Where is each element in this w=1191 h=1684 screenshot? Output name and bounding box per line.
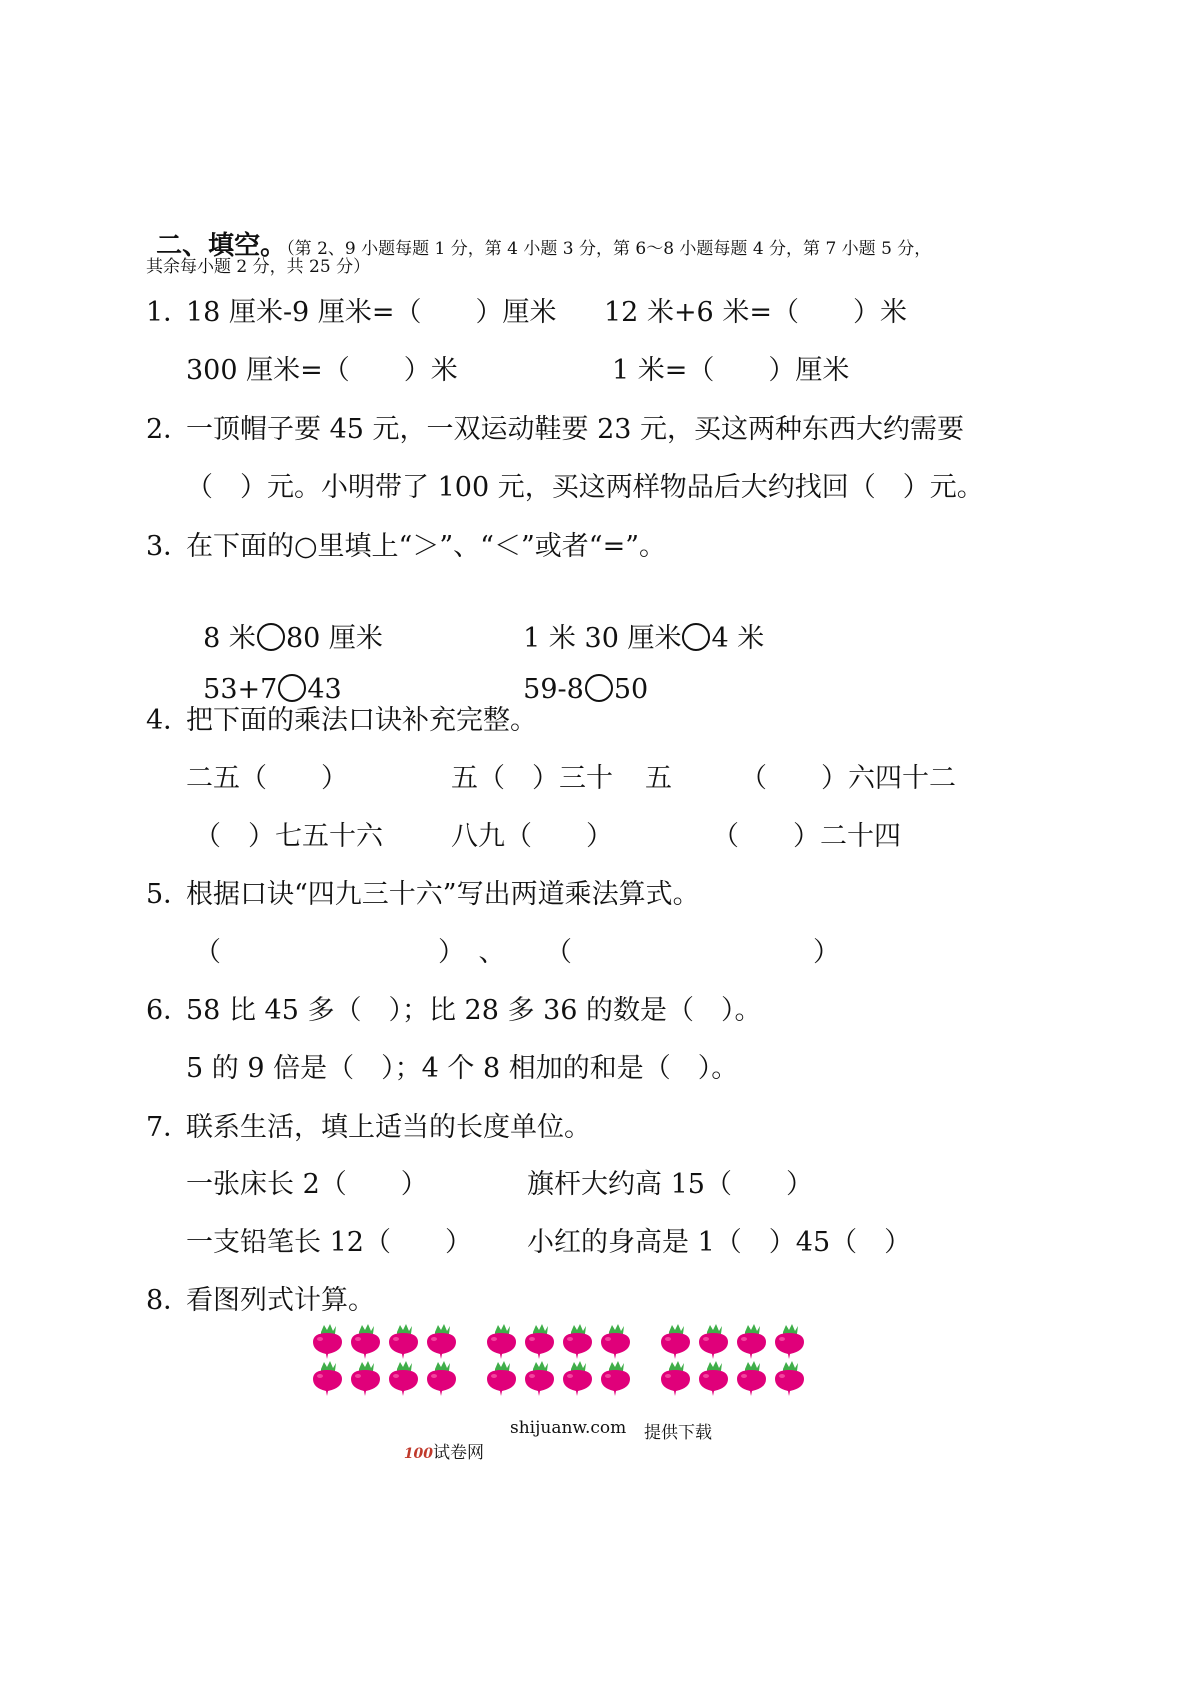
q4-r2a: （ ）七五十六 <box>194 821 383 852</box>
q7-number: 7． <box>146 1112 191 1143</box>
compare-circle[interactable] <box>585 674 613 702</box>
section-note-line1: （第 2、9 小题每题 1 分，第 4 小题 3 分，第 6～8 小题每题 4 分，第 7 小题 5 分， <box>286 239 932 259</box>
q7-item-b: 旗杆大约高 15（ ） <box>527 1169 813 1200</box>
radish-icon <box>483 1323 520 1360</box>
radish-icon <box>559 1323 596 1360</box>
section-note-line2: 其余每小题 2 分，共 25 分） <box>146 257 371 277</box>
radish-group <box>483 1323 634 1397</box>
q5-text: 根据口诀“四九三十六”写出两道乘法算式。 <box>186 879 700 910</box>
q1-item-a: 18 厘米-9 厘米=（ ）厘米 <box>186 297 557 328</box>
radish-group <box>309 1323 460 1397</box>
radish-icon <box>733 1323 770 1360</box>
radish-icon <box>521 1323 558 1360</box>
radish-icon <box>423 1360 460 1397</box>
radish-icon <box>733 1360 770 1397</box>
section-heading: 二、填空。 <box>156 231 287 261</box>
q8-number: 8． <box>146 1285 191 1316</box>
compare-right: 80 厘米 <box>285 623 383 654</box>
q5-blank1-open: （ <box>194 937 221 968</box>
q1-item-d: 1 米=（ ）厘米 <box>612 355 850 386</box>
radish-icon <box>385 1360 422 1397</box>
radish-icon <box>483 1360 520 1397</box>
compare-left: 8 米 <box>203 623 256 654</box>
q2-number: 2． <box>146 414 191 445</box>
q2-line1: 一顶帽子要 45 元，一双运动鞋要 23 元，买这两种东西大约需要 <box>186 414 965 445</box>
q1-item-b: 12 米+6 米=（ ）米 <box>604 297 907 328</box>
radish-icon <box>521 1360 558 1397</box>
q6-line2: 5 的 9 倍是（ ）；4 个 8 相加的和是（ ）。 <box>186 1053 739 1084</box>
compare-circle[interactable] <box>682 623 710 651</box>
compare-right: 4 米 <box>711 623 765 654</box>
radish-icon <box>771 1360 808 1397</box>
q3-compare-4 <box>506 643 648 705</box>
q4-r1c: 五 <box>645 763 672 794</box>
q1-item-c: 300 厘米=（ ）米 <box>186 355 458 386</box>
compare-left: 1 米 30 厘米 <box>523 623 682 654</box>
radish-icon <box>597 1323 634 1360</box>
footer-site-name: 试卷网 <box>433 1443 485 1463</box>
q3-number: 3． <box>146 531 191 562</box>
radish-icon <box>657 1323 694 1360</box>
q4-r2c: （ ）二十四 <box>712 821 901 852</box>
q4-r1b: 五（ ）三十 <box>451 763 613 794</box>
q6-number: 6． <box>146 995 191 1026</box>
q3-compare-3 <box>186 643 342 705</box>
radish-icon <box>657 1360 694 1397</box>
radish-icon <box>423 1323 460 1360</box>
radish-icon <box>695 1323 732 1360</box>
footer-brand <box>393 1418 484 1463</box>
q4-r1a: 二五（ ） <box>186 763 348 794</box>
q1-number: 1． <box>146 297 191 328</box>
site-logo: 100 <box>403 1446 434 1462</box>
q4-r2b: 八九（ ） <box>451 821 613 852</box>
radish-icon <box>309 1360 346 1397</box>
q3-text: 在下面的○里填上“＞”、“＜”或者“=”。 <box>186 531 667 562</box>
q4-number: 4． <box>146 705 191 736</box>
compare-left: 59-8 <box>523 674 584 705</box>
q4-r1d: （ ）六四十二 <box>740 763 956 794</box>
q5-blank2-open: （ <box>545 937 572 968</box>
radish-icon <box>385 1323 422 1360</box>
footer-download: 提供下载 <box>644 1423 712 1443</box>
q7-item-c: 一支铅笔长 12（ ） <box>186 1227 472 1258</box>
q5-blank2-close: ） <box>813 937 840 968</box>
q6-line1: 58 比 45 多（ ）；比 28 多 36 的数是（ ）。 <box>186 995 762 1026</box>
q8-text: 看图列式计算。 <box>186 1285 375 1316</box>
q2-line2: （ ）元。小明带了 100 元，买这两样物品后大约找回（ ）元。 <box>186 472 984 503</box>
compare-left: 53+7 <box>203 674 278 705</box>
radish-icon <box>309 1323 346 1360</box>
q7-item-a: 一张床长 2（ ） <box>186 1169 428 1200</box>
compare-right: 43 <box>307 674 342 705</box>
compare-right: 50 <box>613 674 649 705</box>
radish-icon <box>347 1360 384 1397</box>
q5-blank1-close: ） 、 <box>438 937 506 968</box>
q7-item-d: 小红的身高是 1（ ）45（ ） <box>527 1227 912 1258</box>
radish-icon <box>347 1323 384 1360</box>
q4-text: 把下面的乘法口诀补充完整。 <box>186 705 537 736</box>
radish-group <box>657 1323 808 1397</box>
q7-text: 联系生活，填上适当的长度单位。 <box>186 1112 591 1143</box>
radish-icon <box>771 1323 808 1360</box>
radish-icon <box>559 1360 596 1397</box>
q5-number: 5． <box>146 879 191 910</box>
radish-icon <box>695 1360 732 1397</box>
footer-domain: shijuanw.com <box>510 1418 627 1438</box>
radish-icon <box>597 1360 634 1397</box>
